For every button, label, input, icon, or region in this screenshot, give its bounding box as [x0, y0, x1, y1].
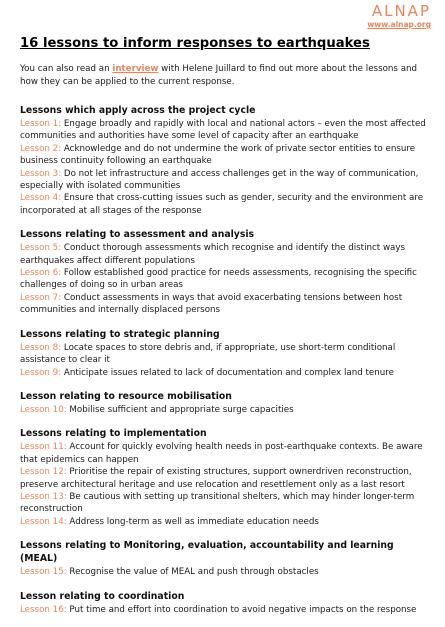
lesson-item — [20, 566, 432, 578]
lesson-number: Lesson 13: — [20, 491, 67, 502]
lesson-text: Conduct thorough assessments which recognise and identify the distinct ways earthquakes affect different populations — [20, 243, 406, 266]
section-assessment-analysis — [20, 228, 432, 316]
lesson-number: Lesson 6: — [20, 268, 62, 279]
lesson-item — [20, 118, 432, 143]
lesson-item — [20, 242, 432, 267]
lesson-item — [20, 168, 432, 193]
lesson-number: Lesson 14: — [20, 516, 67, 527]
lesson-item — [20, 441, 432, 466]
lesson-item — [20, 367, 432, 379]
lesson-text: Locate spaces to store debris and, if appropriate, use short-term conditional assistance to clear it — [20, 342, 396, 366]
lesson-number: Lesson 4: — [20, 193, 62, 204]
section-heading: Lesson relating to resource mobilisation — [20, 390, 232, 402]
section-meal — [20, 539, 432, 578]
lesson-item — [20, 604, 432, 616]
intro-text-after: with Helene Juillard to find out more about the lessons and how they can be applied to the current response. — [20, 64, 418, 87]
lesson-text: Recognise the value of MEAL and push through obstacles — [66, 567, 319, 578]
lesson-number: Lesson 7: — [20, 292, 62, 303]
page-title: 16 lessons to inform responses to earthquakes — [20, 36, 370, 51]
lesson-text: Do not let infrastructure and access challenges get in the way of communication, especially with isolated communities — [20, 168, 419, 192]
lesson-text: Be cautious with setting up transitional shelters, which may hinder longer-term reconstruction — [20, 491, 415, 515]
section-heading: Lessons relating to assessment and analysis — [20, 229, 255, 241]
lesson-item — [20, 466, 432, 491]
section-resource-mobilisation — [20, 390, 432, 416]
intro-text-before: You can also read an — [20, 64, 113, 74]
section-heading: Lesson relating to coordination — [20, 590, 185, 602]
lesson-text: Conduct assessments in ways that avoid exacerbating tensions between host communities and internally displaced persons — [20, 292, 403, 316]
lesson-number: Lesson 3: — [20, 168, 62, 179]
section-heading: Lessons relating to strategic planning — [20, 328, 220, 340]
lesson-item — [20, 267, 432, 292]
lesson-number: Lesson 16: — [20, 604, 67, 615]
lesson-number: Lesson 2: — [20, 143, 62, 154]
lesson-item — [20, 292, 432, 317]
lesson-text: Prioritise the repair of existing structures, support ownerdriven reconstruction, preserve architectural heritage and use relocation and resettlement only as a last resort — [20, 467, 412, 490]
interview-link[interactable]: interview — [112, 64, 159, 74]
brand-block — [367, 3, 431, 30]
lesson-item — [20, 143, 432, 168]
lesson-text: Address long-term as well as immediate education needs — [66, 516, 319, 527]
lesson-text: Mobilise sufficient and appropriate surge capacities — [66, 404, 294, 415]
website-link[interactable]: www.alnap.org — [367, 20, 431, 29]
lesson-number: Lesson 11: — [20, 442, 67, 453]
lesson-text: Account for quickly evolving health needs in post-earthquake contexts. Be aware that epidemics can happen — [20, 442, 423, 465]
lesson-item — [20, 404, 432, 416]
section-implementation — [20, 427, 432, 528]
lesson-text: Anticipate issues related to lack of documentation and complex land tenure — [61, 367, 394, 378]
lesson-number: Lesson 12: — [20, 467, 67, 478]
section-project-cycle — [20, 104, 432, 217]
section-coordination — [20, 590, 432, 616]
lesson-number: Lesson 8: — [20, 342, 62, 353]
lesson-number: Lesson 1: — [20, 119, 62, 129]
section-heading: Lessons which apply across the project cycle — [20, 105, 256, 116]
lesson-text: Follow established good practice for needs assessments, recognising the specific challenges of doing so in urban areas — [20, 268, 417, 291]
section-heading: Lessons relating to Monitoring, evaluation, accountability and learning (MEAL) — [20, 540, 394, 565]
lessons-content — [20, 104, 432, 627]
lesson-text: Acknowledge and do not undermine the work of private sector entities to ensure business continuity following an earthquake — [20, 143, 416, 167]
lesson-number: Lesson 15: — [20, 567, 67, 578]
intro-paragraph — [20, 63, 430, 88]
lesson-text: Ensure that cross-cutting issues such as gender, security and the environment are incorporated at all stages of the response — [20, 193, 424, 216]
lesson-item — [20, 491, 432, 516]
lesson-item — [20, 342, 432, 367]
lesson-text: Put time and effort into coordination to avoid negative impacts on the response — [66, 604, 417, 615]
alnap-logo: ALNAP — [371, 2, 431, 20]
lesson-item — [20, 516, 432, 528]
lesson-number: Lesson 5: — [20, 243, 62, 254]
lesson-text: Engage broadly and rapidly with local and national actors – even the most affected communities and authorities have some level of capacity after an earthquake — [20, 119, 426, 142]
lesson-item — [20, 192, 432, 217]
lesson-number: Lesson 9: — [20, 367, 62, 378]
lesson-number: Lesson 10: — [20, 404, 67, 415]
section-heading: Lessons relating to implementation — [20, 428, 207, 440]
section-strategic-planning — [20, 328, 432, 379]
